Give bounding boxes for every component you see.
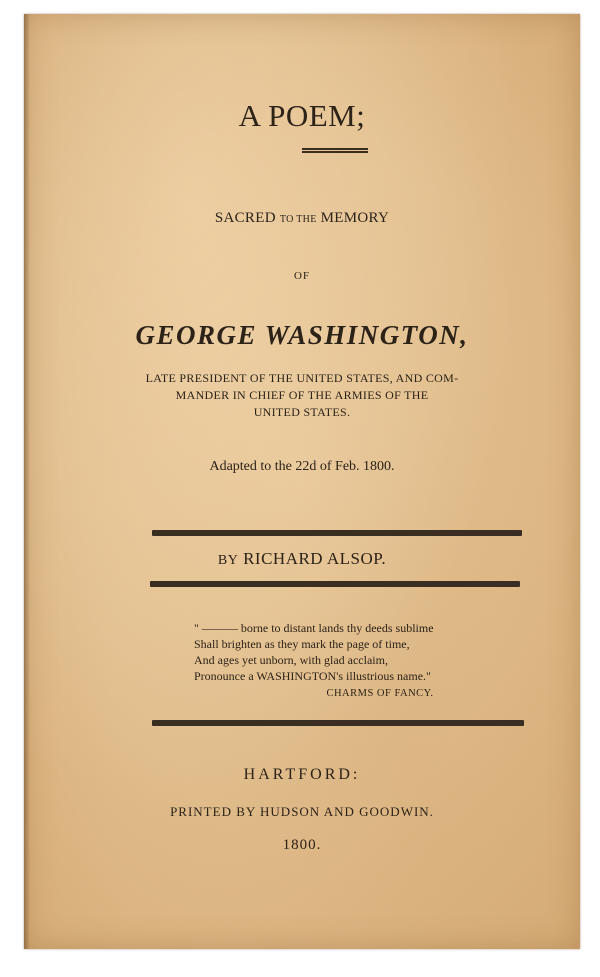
dedication-post: MEMORY — [320, 210, 390, 226]
poem-title: A POEM; — [238, 98, 366, 133]
epigraph-line-4: Pronounce a WASHINGTON's illustrious name." — [194, 669, 431, 683]
epigraph — [194, 620, 434, 702]
epigraph-line-3: And ages yet unborn, with glad acclaim, — [194, 653, 388, 667]
imprint-year: 1800. — [282, 837, 322, 853]
adapted-note: Adapted to the 22d of Feb. 1800. — [209, 459, 395, 474]
title-page — [24, 14, 580, 949]
author-line — [24, 549, 580, 569]
title-ornament-rule — [302, 148, 368, 153]
subject-name: GEORGE WASHINGTON, — [135, 320, 469, 350]
divider-rule-3 — [152, 720, 524, 726]
dedication-pre: SACRED — [214, 210, 276, 226]
epigraph-attribution: CHARMS OF FANCY. — [326, 688, 434, 699]
divider-rule-2 — [150, 581, 520, 587]
description-line-3: UNITED STATES. — [253, 405, 351, 419]
author-by: BY — [217, 553, 239, 568]
divider-rule-1 — [152, 530, 522, 536]
dedication-line — [24, 210, 580, 227]
imprint-place: HARTFORD: — [243, 766, 361, 783]
of-line: OF — [293, 270, 311, 282]
epigraph-line-2: Shall brighten as they mark the page of time, — [194, 637, 410, 651]
description-line-1: LATE PRESIDENT OF THE UNITED STATES, AND COM- — [145, 371, 459, 385]
dedication-small: TO THE — [279, 214, 317, 225]
epigraph-line-1: " ——— borne to distant lands thy deeds sublime — [194, 621, 434, 635]
imprint-printer: PRINTED BY HUDSON AND GOODWIN. — [170, 804, 434, 819]
author-name: RICHARD ALSOP. — [243, 549, 387, 568]
description-line-2: MANDER IN CHIEF OF THE ARMIES OF THE — [175, 388, 429, 402]
